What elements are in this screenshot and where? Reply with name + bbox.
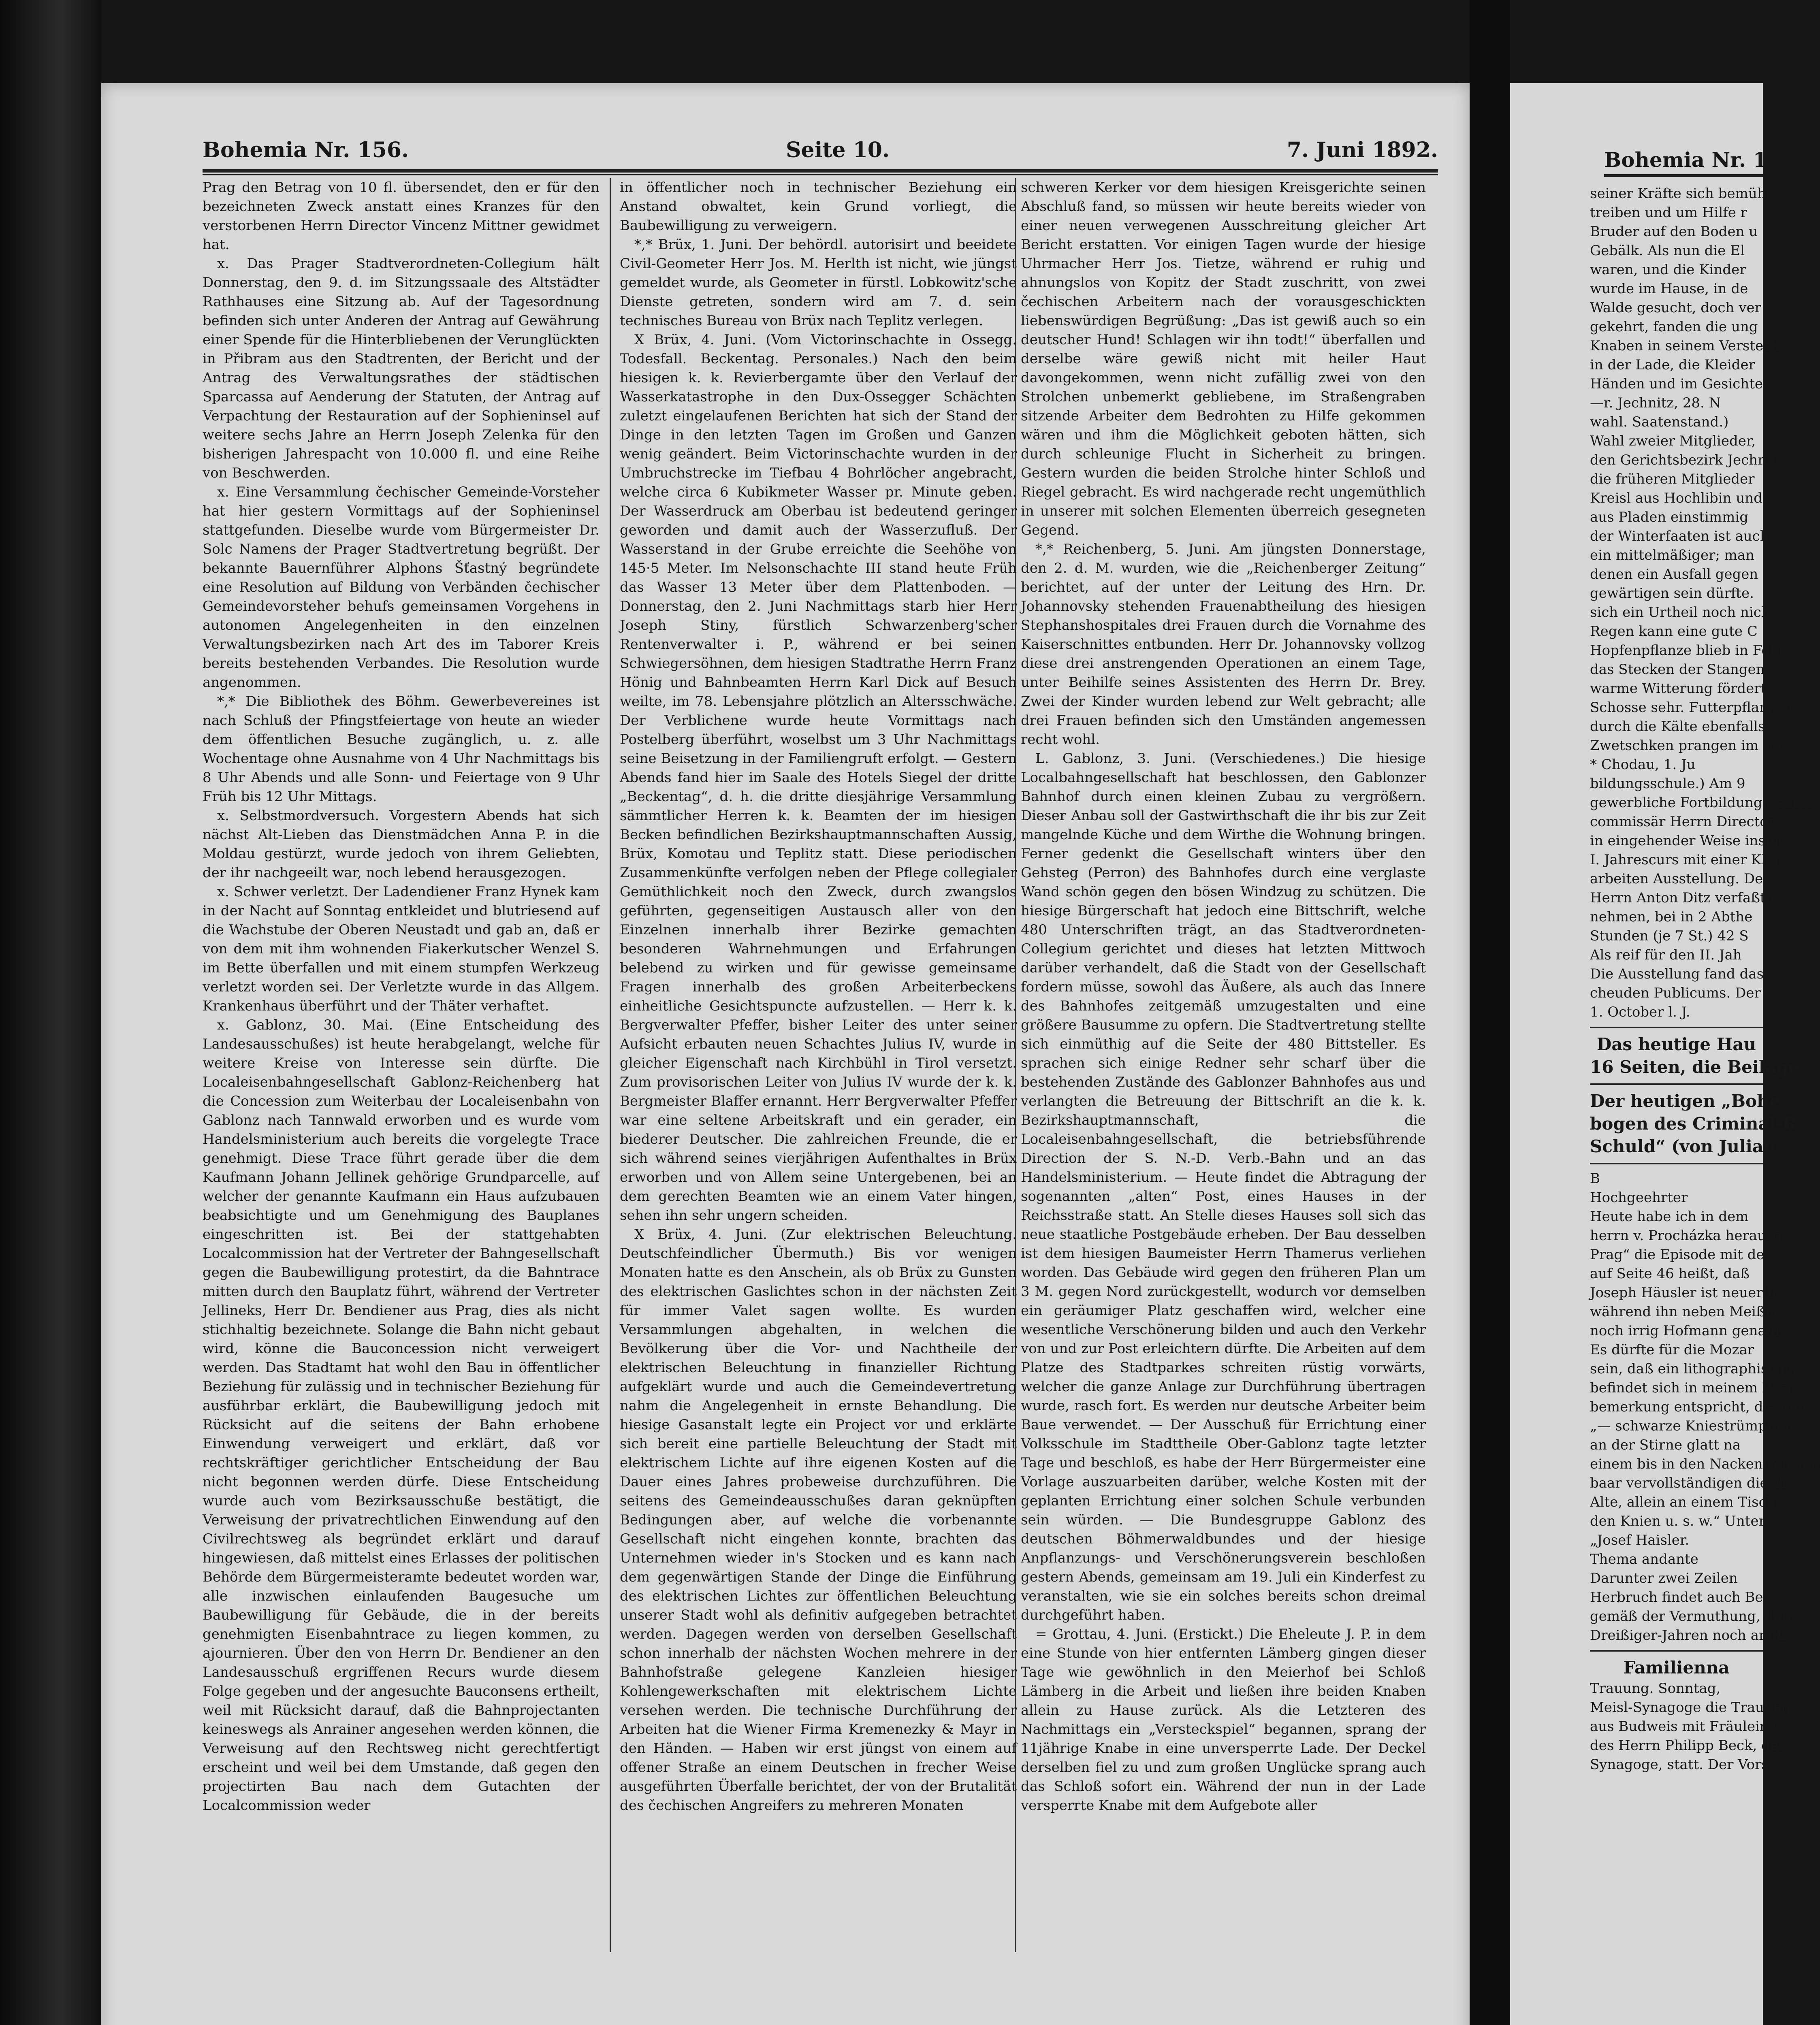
text-line: * Chodau, 1. Ju (1590, 757, 1696, 773)
article-reichenberg: *,* Reichenberg, 5. Juni. Am jüngsten Donnerstage, den 2. d. M. wurden, wie die „Reichenberger Zeitung“ berichtet, auf der unter der Leitung des Hrn. Dr. Johannovsky stehenden Frauenabtheilung des hiesigen Stephanshospitales drei Frauen durch die Vornahme des Kaiserschnittes entbunden. Herr Dr. Johannovsky vollzog diese drei anstrengenden Operationen an einem Tage, unter Beihilfe seines Assistenten des Herrn Dr. Brey. Zwei der Kinder wurden lebend zur Welt gebracht; alle drei Frauen befinden sich den Umständen angemessen recht wohl. (1021, 541, 1426, 748)
text-line: Die Ausstellung fand das (1590, 966, 1764, 982)
section-rule (1590, 1027, 1763, 1028)
text-line: Stunden (je 7 St.) 42 S (1590, 928, 1749, 944)
family-section-heading: Familienna (1623, 1658, 1730, 1678)
header-date: 7. Juni 1892. (1287, 138, 1438, 162)
letter-line: B (1590, 1170, 1600, 1187)
page-gutter (1470, 0, 1510, 2025)
text-line: I. Jahrescurs mit einer Klei (1590, 852, 1779, 868)
column-3 (1021, 178, 1426, 1952)
letter-line: befindet sich in meinem Besi (1590, 1380, 1792, 1396)
header-issue: Bohemia Nr. 156. (203, 138, 409, 162)
text-line: arbeiten Ausstellung. Der (1590, 871, 1770, 887)
letter-line: einem bis in den Nacken reichen (1590, 1456, 1820, 1472)
letter-line: Es dürfte für die Mozar (1590, 1342, 1754, 1358)
letter-line: Alte, allein an einem Tische (1590, 1494, 1784, 1510)
article-brux-geometer: *,* Brüx, 1. Juni. Der behördl. autorisirt und beeidete Civil-Geometer Herr Jos. M. Herlth ist nicht, wie jüngst gemeldet wurde, als Geometer in fürstl. Lobkowitz'sche Dienste getreten, sondern wird am 7. d. sein technisches Bureau von Brüx nach Teplitz verlegen. (620, 237, 1017, 329)
text-line: Händen und im Gesichte (1590, 376, 1763, 392)
text-line: die früheren Mitglieder (1590, 471, 1755, 487)
article-schwer-verletzt: x. Schwer verletzt. Der Ladendiener Franz Hynek kam in der Nacht auf Sonntag entkleidet und blutriesend auf die Wachstube der Oberen Neustadt und gab an, daß er von dem mit ihm wohnenden Fiakerkutscher Wenzel S. im Bette überfallen und mit einem stumpfen Werkzeug verletzt worden sei. Der Verletzte wurde in das Allgem. Krankenhaus überführt und der Thäter verhaftet. (203, 884, 600, 1014)
article-gablonz-verschiedenes: L. Gablonz, 3. Juni. (Verschiedenes.) Die hiesige Localbahngesellschaft hat beschlossen, den Gablonzer Bahnhof durch einen kleinen Zubau zu vergrößern. Dieser Anbau soll der Gastwirthschaft die ihr bis zur Zeit mangelnde Küche und dem Wirthe die Wohnung bringen. Ferner gedenkt die Gesellschaft winters über den Gehsteg (Perron) des Bahnhofes durch eine verglaste Wand schön gegen den bösen Windzug zu schützen. Die hiesige Bürgerschaft hat jedoch eine Bittschrift, welche 480 Unterschriften trägt, an das Stadtverordneten-Collegium gerichtet und dieses hat letzten Mittwoch darüber verhandelt, daß die Stadt von der Gesellschaft fordern müsse, sowohl das Äußere, als auch das Innere des Bahnhofes zeitgemäß umzugestalten und eine größere Bausumme zu opfern. Die Stadtvertretung stellte sich einmüthig auf die Seite der 480 Bittsteller. Es sprachen sich einige Redner sehr scharf über die bestehenden Zustände des Gablonzer Bahnhofes aus und verlangten die Betreuung der Bittschrift an die k. k. Bezirkshauptmannschaft, die Localeisenbahngesellschaft, die betriebsführende Direction der S. N.-D. Verb.-Bahn und an das Handelsministerium. — Heute findet die Abtragung der sogenannten „alten“ Post, eines Hauses in der Reichsstraße statt. An Stelle dieses Hauses soll sich das neue staatliche Postgebäude erheben. Der Bau desselben ist dem hiesigen Baumeister Herrn Thamerus verliehen worden. Das Gebäude wird gegen den früheren Plan um 3 M. gegen Nord zurückgestellt, wodurch vor demselben ein geräumiger Platz geschaffen wird, welcher eine wesentliche Verschönerung bilden und auch den Verkehr von und zur Post erleichtern dürfte. Die Arbeiten auf dem Platze des Stadtparkes schreiten rüstig vorwärts, welcher die ganze Anlage zur Durchführung übertragen wurde, rasch fort. Es werden nur deutsche Arbeiter beim Baue verwendet. — Der Ausschuß für Errichtung einer Volksschule im Stadttheile Ober-Gablonz tagte letzter Tage und beschloß, es habe der Herr Bürgermeister eine Vorlage auszuarbeiten darüber, welche Kosten mit der geplanten Errichtung einer solchen Schule verbunden sein würden. — Die Bundesgruppe Gablonz des deutschen Böhmerwaldbundes und der hiesige Anpflanzungs- und Verschönerungsverein beschloßen gestern Abends, gemeinsam am 19. Juli ein Kinderfest zu veranstalten, wie sie ein solches bereits schon dreimal durchgeführt haben. (1021, 750, 1426, 1623)
text-line: Kreisl aus Hochlibin und (1590, 490, 1762, 506)
letter-line: an der Stirne glatt na (1590, 1437, 1741, 1453)
article-selbstmordversuch: x. Selbstmordversuch. Vorgestern Abends hat sich nächst Alt-Lieben das Dienstmädchen Anna P. in die Moldau gestürzt, wurde jedoch von ihrem Geliebten, der ihr nachgeeilt war, noch lebend herausgezogen. (203, 808, 600, 881)
header-page-number: Seite 10. (786, 138, 890, 162)
letter-line: baar vervollständigen die Tr (1590, 1475, 1788, 1491)
text-line: gewärtigen sein dürfte. (1590, 585, 1754, 601)
text-line: in eingehender Weise inspic (1590, 833, 1786, 849)
text-line: Herrn Anton Ditz verfaßte (1590, 890, 1774, 906)
notice-line: Schuld“ (von Julian (1590, 1136, 1776, 1156)
text-line: bildungsschule.) Am 9 (1590, 776, 1745, 792)
letter-line: Hochgeehrter (1590, 1189, 1688, 1206)
letter-line: Heute habe ich in dem (1590, 1209, 1749, 1225)
article-gablonz-landesausschuss: x. Gablonz, 30. Mai. (Eine Entscheidung des Landesausschußes) ist heute herabgelangt, welche für weitere Kreise von Interesse sein dürfte. Die Localeisenbahngesellschaft Gablonz-Reichenberg hat die Concession zum Weiterbau der Localeisenbahn von Gablonz nach Tannwald erworben und es wurde vom Handelsministerium auch bereits die vorgelegte Trace genehmigt. Diese Trace führt gerade über die dem Kaufmann Johann Jellinek gehörige Grundparcelle, auf welcher der genannte Kaufmann ein Haus aufzubauen beabsichtigte und um Genehmigung des Bauplanes eingeschritten ist. Bei der stattgehabten Localcommission hat der Vertreter der Bahngesellschaft gegen die Baubewilligung protestirt, da die Bahntrace mitten durch den Bauplatz führt, während der Vertreter Jellineks, Herr Dr. Bendiener aus Prag, dies als nicht stichhaltig bezeichnete. Solange die Bahn nicht gebaut wird, könne die Bauconcession nicht verweigert werden. Das Stadtamt hat wohl den Bau in öffentlicher Beziehung für zulässig und in technischer Beziehung für ausführbar erklärt, die Baubewilligung jedoch mit Rücksicht auf die seitens der Bahn erhobene Einwendung verweigert und erklärt, daß vor rechtskräftiger gerichtlicher Entscheidung der Bau nicht begonnen werden dürfe. Diese Entscheidung wurde auch vom Bezirksausschuße bestätigt, die Verweisung der privatrechtlichen Einwendung auf den Civilrechtsweg als begründet erklärt und darauf hingewiesen, daß mittelst eines Erlasses der politischen Behörde dem Bürgermeisteramte bedeutet worden war, alle inzwischen einlaufenden Baugesuche um Baubewilligung für Gebäude, die in der bereits genehmigten Eisenbahntrace zu liegen kommen, zu ajournieren. Über den von Herrn Dr. Bendiener an den Landesausschuß ergriffenen Recurs wurde diesem Folge gegeben und der angesuchte Bauconsens ertheilt, weil mit Rücksicht darauf, daß die Bahnprojectanten keineswegs als Anrainer angesehen werden können, die Verweisung auf den Rechtsweg nicht gerechtfertigt erscheint und weil bei dem Umstande, daß gegen den projectirten Bau nach dem Gutachten der Localcommission weder (203, 1017, 600, 1814)
letter-line: bemerkung entspricht, die Mei (1590, 1399, 1807, 1415)
text-line: Bruder auf den Boden u (1590, 224, 1758, 240)
text-line: treiben und um Hilfe r (1590, 205, 1747, 221)
letter-line: noch irrig Hofmann genann (1590, 1323, 1784, 1339)
text-line: Gebälk. Als nun die El (1590, 243, 1745, 259)
text-line: denen ein Ausfall gegen (1590, 566, 1758, 582)
notice-line: Der heutigen „Bohe (1590, 1091, 1780, 1111)
letter-line: herrn v. Procházka herausge (1590, 1228, 1790, 1244)
notice-line: 16 Seiten, die Beilage (1590, 1057, 1799, 1077)
letter-line: sein, daß ein lithographisches (1590, 1361, 1800, 1377)
text-line: ein mittelmäßiger; man (1590, 547, 1755, 563)
article-text: in öffentlicher noch in technischer Beziehung ein Anstand obwaltet, kein Grund vorliegt, die Baubewilligung zu verweigern. (620, 179, 1017, 234)
header-rule (203, 169, 1438, 173)
text-line: gekehrt, fanden die ung (1590, 319, 1758, 335)
text-line: nehmen, bei in 2 Abthe (1590, 909, 1753, 925)
section-rule (1590, 1650, 1763, 1652)
text-line: commissär Herrn Director (1590, 814, 1775, 830)
text-line: —r. Jechnitz, 28. N (1590, 395, 1721, 411)
text-line: gewerbliche Fortbildungsschule (1590, 795, 1815, 811)
letter-line: auf Seite 46 heißt, daß (1590, 1266, 1750, 1282)
article-text: schweren Kerker vor dem hiesigen Kreisgerichte seinen Abschluß fand, so müssen wir heute bereits wieder von einer neuen verwegenen Ausschreitung gleicher Art Bericht erstatten. Vor einigen Tagen wurde der hiesige Uhrmacher Herr Jos. Tietze, während er ruhig und ahnungslos von Kopitz der Stadt zuschritt, von zwei čechischen Arbeitern nach der vorausgeschickten liebenswürdigen Begrüßung: „Das ist gewiß auch so ein deutscher Hund! Schlagen wir ihn todt!“ überfallen und derselbe wäre gewiß nicht mit heiler Haut davongekommen, wenn nicht zufällig zwei von den Strolchen unbemerkt gebliebene, im Straßengraben sitzende Arbeiter dem Bedrohten zu Hilfe gekommen wären und ihm die Möglichkeit geboten hätten, sich durch schleunige Flucht in Sicherheit zu bringen. Gestern wurden die beiden Strolche hinter Schloß und Riegel gebracht. Es wird nachgerade recht ungemüthlich in unserer mit solchen Elementen überreich gesegneten Gegend. (1021, 179, 1426, 538)
text-line: sich ein Urtheil noch nich (1590, 604, 1770, 620)
header-rule-thin (203, 174, 1438, 175)
letter-line: den Knien u. s. w.“ Unter (1590, 1513, 1765, 1529)
page-header (203, 138, 1438, 170)
family-line: Meisl-Synagoge die Trauung (1590, 1699, 1791, 1716)
text-line: das Stecken der Stangen (1590, 661, 1765, 678)
text-line: durch die Kälte ebenfalls (1590, 718, 1765, 735)
family-line: Synagoge, statt. Der Vors (1590, 1756, 1769, 1773)
text-line: seiner Kräfte sich bemüht (1590, 185, 1772, 202)
text-line: wahl. Saatenstand.) (1590, 414, 1729, 430)
text-line: Knaben in seinem Versteck (1590, 338, 1779, 354)
text-line: Schosse sehr. Futterpflanzen (1590, 699, 1792, 716)
facing-page-header: Bohemia Nr. 1 (1604, 148, 1767, 172)
text-line: den Gerichtsbezirk Jechnitz (1590, 452, 1784, 468)
article-stadtverordneten: x. Das Prager Stadtverordneten-Collegium hält Donnerstag, den 9. d. im Sitzungssaale des Altstädter Rathhauses eine Sitzung ab. Auf der Tagesordnung befinden sich unter Anderen der Antrag auf Gewährung einer Spende für die Hinterbliebenen der Verunglückten in Přibram aus den Stadtrenten, der Bericht und der Antrag des Verwaltungsrathes der städtischen Sparcassa auf Aenderung der Statuten, der Antrag auf Verpachtung der Restauration auf der Sophieninsel auf weitere sechs Jahre an Herrn Joseph Zelenka für den bisherigen Jahrespacht von 10.000 fl. und eine Reihe von Beschwerden. (203, 256, 600, 481)
music-caption-line: Herbruch findet auch Be (1590, 1589, 1763, 1605)
text-line: wurde im Hause, in de (1590, 281, 1748, 297)
facing-page-column (1590, 184, 1820, 2025)
music-caption-line: Darunter zwei Zeilen (1590, 1570, 1738, 1586)
scan-edge-left (0, 0, 101, 2025)
text-line: Hopfenpflanze blieb in Folg (1590, 642, 1783, 659)
text-line: in der Lade, die Kleider (1590, 357, 1755, 373)
article-grottau: = Grottau, 4. Juni. (Erstickt.) Die Eheleute J. P. in dem eine Stunde von hier entfernten Lämberg gingen dieser Tage wie gewöhnlich in den Meierhof bei Schloß Lämberg in die Arbeit und ließen ihre beiden Knaben allein zu Hause zurück. Als die Letzteren des Nachmittags ein „Versteckspiel“ begannen, sprang der 11jährige Knabe in eine unversperrte Lade. Der Deckel derselben fiel zu und zum großen Unglücke sprang auch das Schloß sofort ein. Während der nun in der Lade versperrte Knabe mit dem Aufgebote aller (1021, 1626, 1426, 1814)
letter-line: während ihn neben Meißne (1590, 1304, 1782, 1320)
article-bibliothek: *,* Die Bibliothek des Böhm. Gewerbevereines ist nach Schluß der Pfingstfeiertage von heute an wieder dem öffentlichen Besuche zugänglich, u. z. alle Wochentage ohne Ausnahme von 4 Uhr Nachmittags bis 8 Uhr Abends und alle Sonn- und Feiertage von 9 Uhr Früh bis 12 Uhr Mittags. (203, 693, 600, 805)
section-rule (1590, 1163, 1763, 1164)
text-line: Walde gesucht, doch ver (1590, 300, 1761, 316)
article-brux-victorinschacht: X Brüx, 4. Juni. (Vom Victorinschachte in Ossegg. Todesfall. Beckentag. Personales.) Nach den beim hiesigen k. k. Revierbergamte über den Verlauf der Wasserkatastrophe in den Dux-Ossegger Schächten zuletzt eingelaufenen Berichten hat sich der Stand der Dinge in den letzten Tagen im Großen und Ganzen wenig geändert. Beim Victorinschachte wurden in der Umbruchstrecke im Tiefbau 4 Bohrlöcher angebracht, welche circa 6 Kubikmeter Wasser pr. Minute geben. Der Wasserdruck am Oberbau ist bedeutend geringer geworden und damit auch der Wasserzufluß. Der Wasserstand in der Grube erreichte die Seehöhe von 145·5 Meter. Im Nelsonschachte III stand heute Früh das Wasser 13 Meter über dem Plattenboden. — Donnerstag, den 2. Juni Nachmittags starb hier Herr Joseph Stiny, fürstlich Schwarzenberg'scher Rentenverwalter i. P., während er bei seinen Schwiegersöhnen, dem hiesigen Stadtrathe Herrn Franz Hönig und Bahnbeamten Herrn Karl Dick auf Besuch weilte, im 78. Lebensjahre plötzlich an Altersschwäche. Der Verblichene wurde heute Vormittags nach Postelberg überführt, woselbst um 3 Uhr Nachmittags seine Beisetzung in der Familiengruft erfolgt. — Gestern Abends fand hier im Saale des Hotels Siegel der dritte „Beckentag“, d. h. die dritte diesjährige Versammlung sämmtlicher Herren k. k. Beamten der im hiesigen Becken befindlichen Bezirkshauptmannschaften Aussig, Brüx, Komotau und Teplitz statt. Diese periodischen Zusammenkünfte verfolgen neben der Pflege collegialer Gemüthlichkeit noch den Zweck, durch zwangslos geführten, gegenseitigen Austausch aller von den Einzelnen innerhalb ihrer Bezirke gemachten besonderen Wahrnehmungen und Erfahrungen belebend zu wirken und für gewisse gemeinsame Fragen innerhalb des großen Arbeiterbeckens einheitliche Gesichtspuncte aufzustellen. — Herr k. k. Bergverwalter Pfeffer, bisher Leiter des unter seiner Aufsicht erbauten neuen Schachtes Julius IV, wurde in gleicher Eigenschaft nach Kirchbühl in Tirol versetzt. Zum provisorischen Leiter von Julius IV wurde der k. k. Bergmeister Blaffer ernannt. Herr Bergverwalter Pfeffer war eine seltene Arbeitskraft und ein gerader, ein biederer Deutscher. Die zahlreichen Freunde, die er sich während seines vierjährigen Aufenthaltes in Brüx erworben und von Allem seine Untergebenen, bei an dem gerechten Beamten wie an einem Vater hingen, sehen ihn sehr ungern scheiden. (620, 332, 1017, 1224)
letter-line: Prag“ die Episode mit de (1590, 1247, 1765, 1263)
family-line: des Herrn Philipp Beck, des (1590, 1737, 1786, 1754)
text-line: warme Witterung fördert (1590, 680, 1767, 697)
facing-page-rule (1604, 174, 1763, 177)
letter-line: Joseph Häusler ist neuerdi (1590, 1285, 1776, 1301)
text-line: aus Pladen einstimmig (1590, 509, 1749, 525)
text-line: cheuden Publicums. Der (1590, 985, 1761, 1001)
column-divider-1 (610, 178, 611, 1952)
text-line: Als reif für den II. Jah (1590, 947, 1742, 963)
section-rule (1590, 1083, 1763, 1085)
column-1 (203, 178, 600, 1952)
music-caption-line: Dreißiger-Jahren noch am L (1590, 1627, 1786, 1643)
column-2 (620, 178, 1017, 1952)
article-gemeindevorsteher: x. Eine Versammlung čechischer Gemeinde-Vorsteher hat hier gestern Vormittags auf der Sophieninsel stattgefunden. Dieselbe wurde vom Bürgermeister Dr. Solc Namens der Prager Stadtvertretung begrüßt. Der bekannte Bauernführer Alphons Šťastný begründete eine Resolution auf Bildung von Verbänden čechischer Gemeindevorsteher behufs gemeinsamen Vorgehens in autonomen Angelegenheiten in den einzelnen Verwaltungsbezirken nach Art des im Taborer Kreis bereits bestehenden Verbandes. Die Resolution wurde angenommen. (203, 484, 600, 691)
notice-line: bogen des Criminal-R (1590, 1114, 1797, 1134)
text-line: Wahl zweier Mitglieder, (1590, 433, 1756, 449)
text-line: Zwetschken prangen im rei (1590, 738, 1782, 754)
text-line: 1. October l. J. (1590, 1004, 1690, 1020)
text-line: Regen kann eine gute C (1590, 623, 1758, 639)
letter-line: „Josef Haisler. (1590, 1532, 1690, 1548)
family-line: Trauung. Sonntag, (1590, 1680, 1721, 1697)
article-text: Prag den Betrag von 10 fl. übersendet, den er für den bezeichneten Zweck anstatt eines Kranzes für den verstorbenen Herrn Director Vincenz Mittner gewidmet hat. (203, 179, 600, 253)
letter-line: „— schwarze Kniestrümpfe n (1590, 1418, 1794, 1434)
music-caption-line: gemäß der Vermuthung, daß (1590, 1608, 1791, 1624)
notice-line: Das heutige Hau (1596, 1034, 1756, 1054)
family-line: aus Budweis mit Fräulein C (1590, 1718, 1784, 1735)
text-line: waren, und die Kinder (1590, 262, 1746, 278)
text-line: der Winterfaaten ist auch (1590, 528, 1769, 544)
article-brux-beleuchtung: X Brüx, 4. Juni. (Zur elektrischen Beleuchtung. Deutschfeindlicher Übermuth.) Bis vor wenigen Monaten hatte es den Anschein, als ob Brüx zu Gunsten des elektrischen Gaslichtes schon in der nächsten Zeit für immer Valet sagen wollte. Es wurden Versammlungen abgehalten, in welchen die Bevölkerung über die Vor- und Nachtheile der elektrischen Beleuchtung in finanzieller Richtung aufgeklärt wurde und auch die Gemeindevertretung nahm die Angelegenheit in ernste Behandlung. Die hiesige Gasanstalt legte ein Project vor und erklärte sich bereit eine partielle Beleuchtung der Stadt mit elektrischem Lichte auf ihre eigenen Kosten auf die Dauer eines Jahres probeweise durchzuführen. Die seitens des Gemeindeausschußes daran geknüpften Bedingungen aber, auf welche die vorbenannte Gesellschaft nicht eingehen konnte, brachten das Unternehmen wieder in's Stocken und es kann nach dem gegenwärtigen Stande der Dinge die Einführung des elektrischen Lichtes zur öffentlichen Beleuchtung unserer Stadt wohl als definitiv aufgegeben betrachtet werden. Dagegen werden von derselben Gesellschaft schon innerhalb der nächsten Wochen mehrere in der Bahnhofstraße gelegene Kanzleien hiesiger Kohlengewerkschaften mit elektrischem Lichte versehen werden. Die technische Durchführung der Arbeiten hat die Wiener Firma Kremenezky & Mayr in den Händen. — Haben wir erst jüngst von einem auf offener Straße an einem Deutschen in frecher Weise ausgeführten Überfalle berichtet, der von der Brutalität des čechischen Angreifers zu mehreren Monaten (620, 1226, 1017, 1814)
music-caption-line: Thema andante (1590, 1551, 1698, 1567)
